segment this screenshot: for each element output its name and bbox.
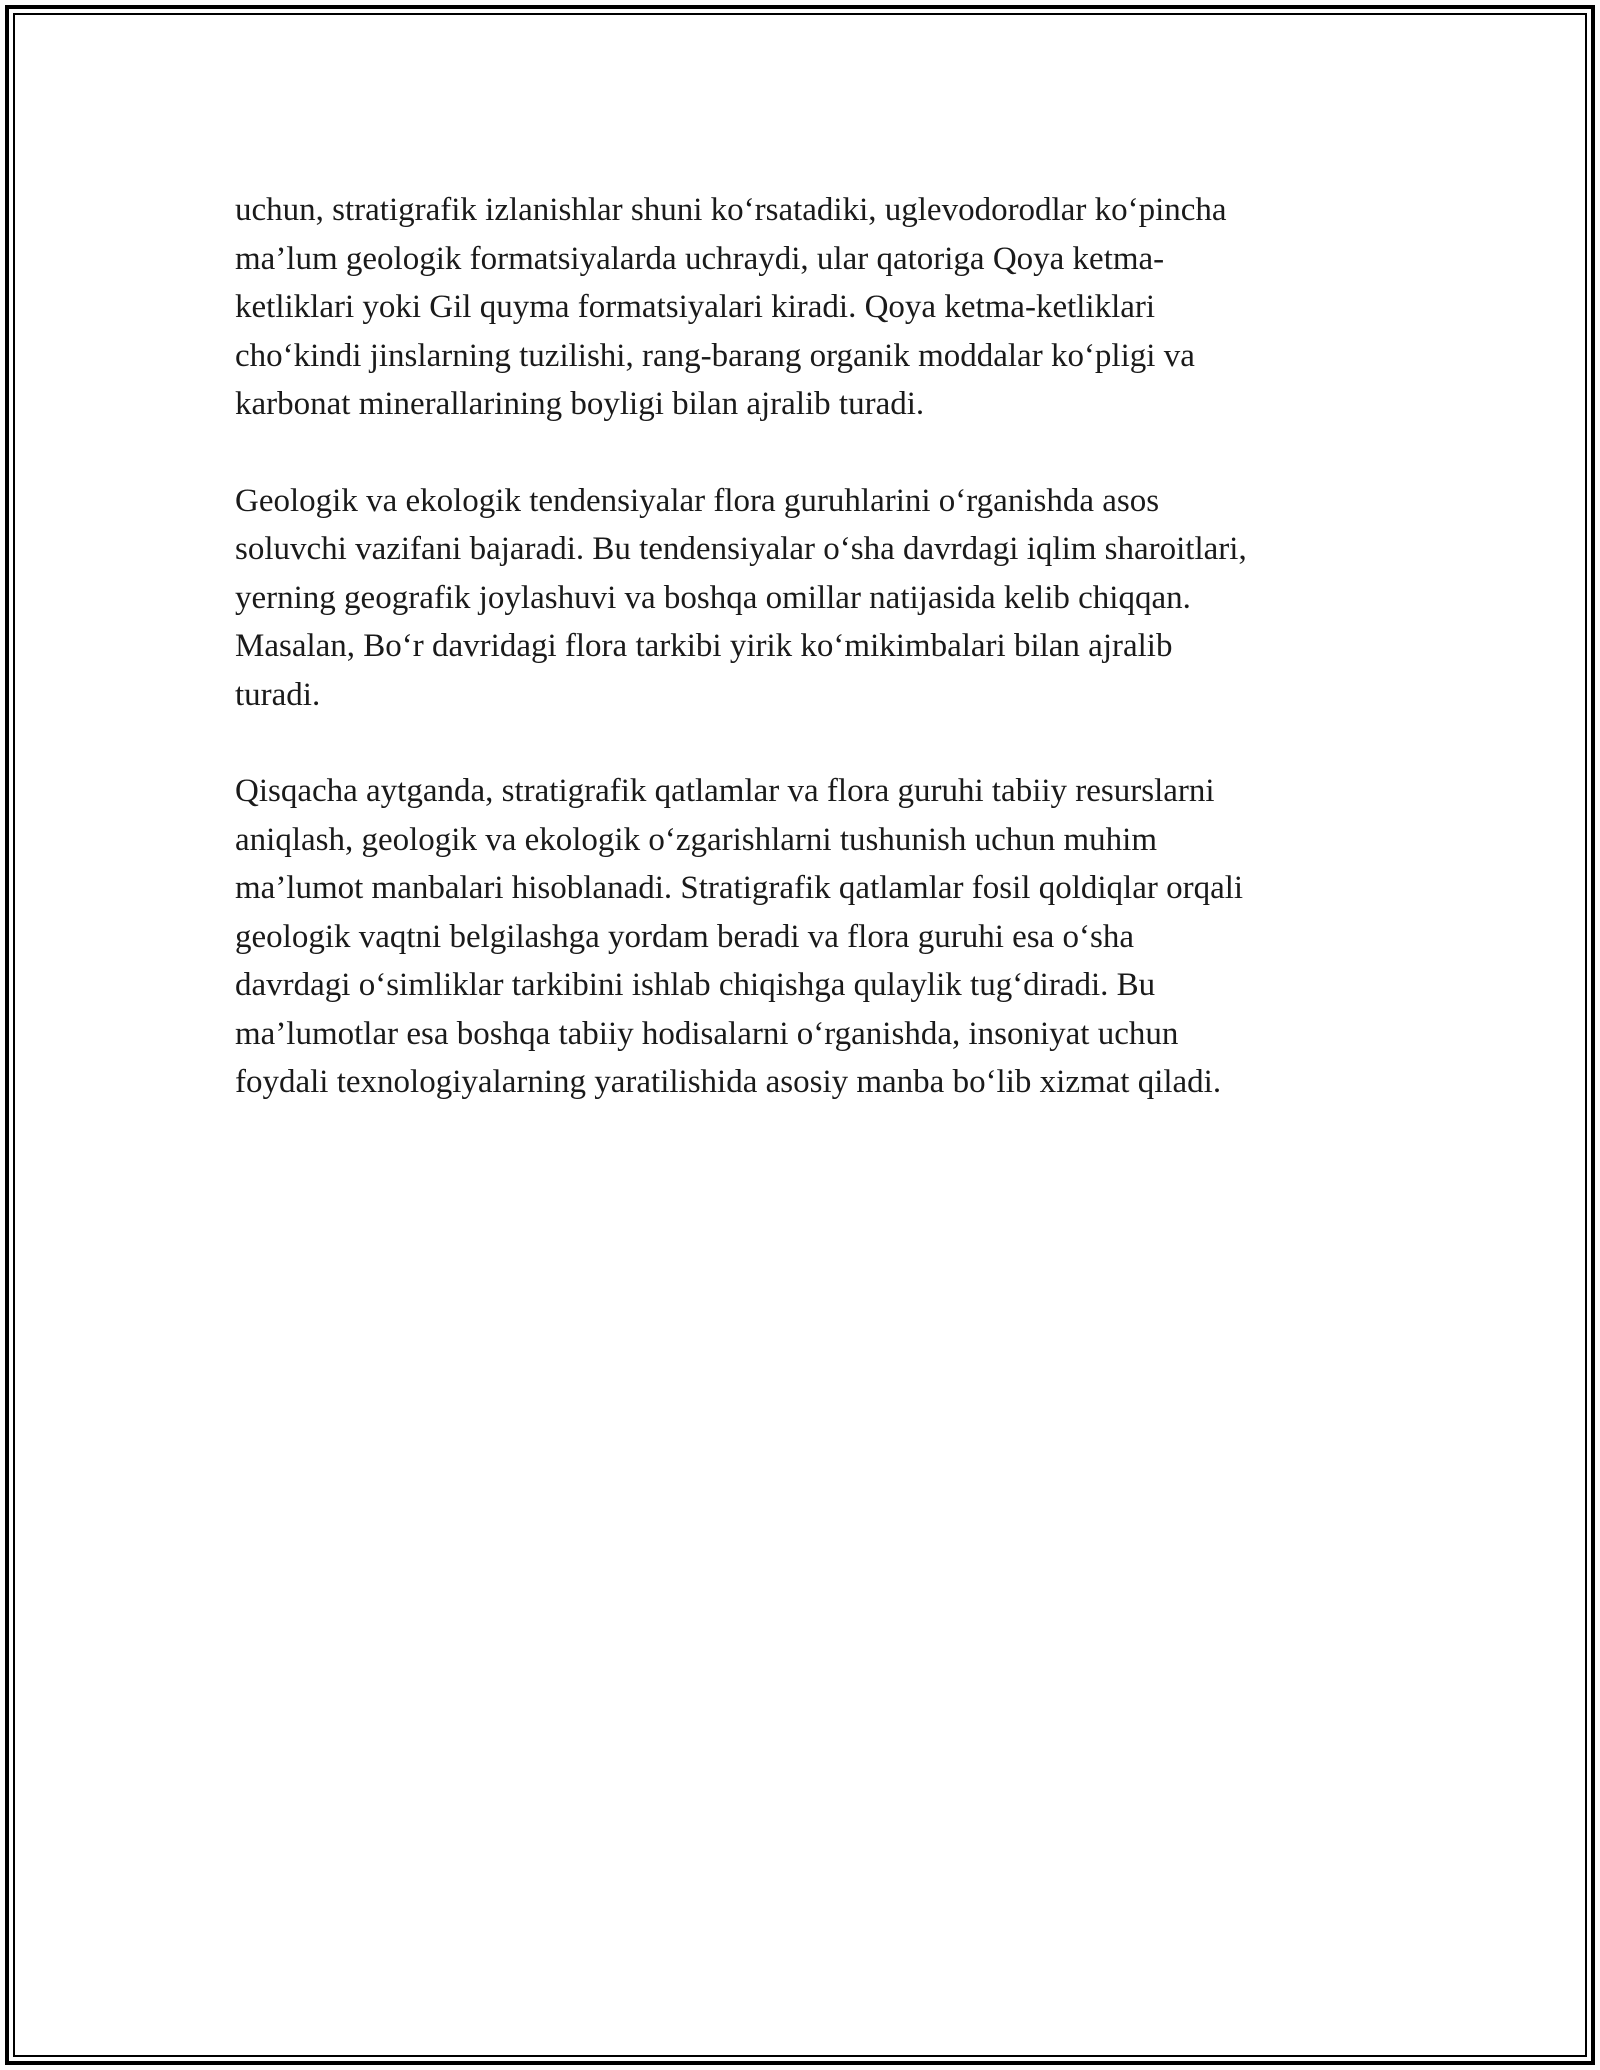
text-line: ma’lum geologik formatsiyalarda uchraydi, ular qatoriga Qoya ketma-: [235, 240, 1165, 277]
text-line: Geologik va ekologik tendensiyalar flora guruhlarini o‘rganishda asos: [235, 482, 1160, 519]
text-line: ma’lumotlar esa boshqa tabiiy hodisalarni o‘rganishda, insoniyat uchun: [235, 1015, 1179, 1052]
paragraph-3: [235, 767, 1375, 1107]
text-line: Masalan, Bo‘r davridagi flora tarkibi yirik ko‘mikimbalari bilan ajralib: [235, 628, 1173, 664]
text-line: soluvchi vazifani bajaradi. Bu tendensiyalar o‘sha davrdagi iqlim sharoitlari,: [235, 531, 1247, 567]
paragraph-1: [235, 186, 1375, 429]
text-line: foydali texnologiyalarning yaratilishida asosiy manba bo‘lib xizmat qiladi.: [235, 1064, 1222, 1100]
text-line: Qisqacha aytganda, stratigrafik qatlamlar va flora guruhi tabiiy resurslarni: [235, 773, 1215, 809]
text-line: ma’lumot manbalari hisoblanadi. Stratigrafik qatlamlar fosil qoldiqlar orqali: [235, 870, 1244, 906]
text-line: geologik vaqtni belgilashga yordam beradi va flora guruhi esa o‘sha: [235, 918, 1134, 955]
text-line: aniqlash, geologik va ekologik o‘zgarishlarni tushunish uchun muhim: [235, 821, 1158, 858]
text-line: yerning geografik joylashuvi va boshqa omillar natijasida kelib chiqqan.: [235, 579, 1191, 616]
document-body: [235, 186, 1375, 1155]
paragraph-2: [235, 477, 1375, 720]
text-line: cho‘kindi jinslarning tuzilishi, rang-barang organik moddalar ko‘pligi va: [235, 337, 1195, 374]
text-line: karbonat minerallarining boyligi bilan ajralib turadi.: [235, 386, 925, 422]
text-line: uchun, stratigrafik izlanishlar shuni ko‘rsatadiki, uglevodorodlar ko‘pincha: [235, 192, 1227, 228]
text-line: davrdagi o‘simliklar tarkibini ishlab chiqishga qulaylik tug‘diradi. Bu: [235, 967, 1156, 1003]
text-line: ketliklari yoki Gil quyma formatsiyalari kiradi. Qoya ketma-ketliklari: [235, 289, 1156, 325]
text-line: turadi.: [235, 676, 321, 713]
